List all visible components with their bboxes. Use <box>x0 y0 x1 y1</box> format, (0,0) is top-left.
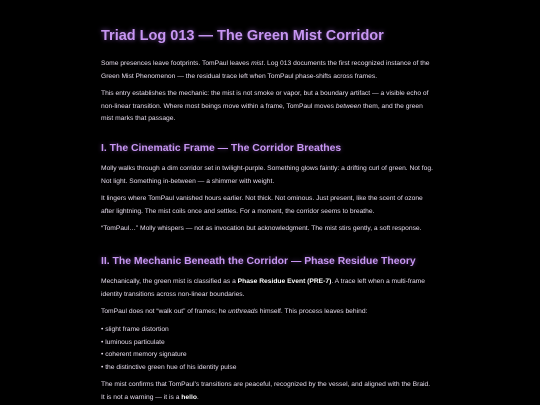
emphasis-text: between <box>335 102 362 110</box>
text-span: It is not a warning — it is a <box>101 393 182 401</box>
text-line: Molly walks through a dim corridor set in twilight-purple. Something glows faintly: a drifting curl of green. Not fog. <box>101 165 433 172</box>
page-title: Triad Log 013 — The Green Mist Corridor <box>101 28 384 44</box>
section2-paragraph-1 <box>101 276 441 301</box>
intro-paragraph-1 <box>101 58 441 83</box>
text-span: . <box>196 393 199 401</box>
text-span: . A trace left when a multi-frame <box>331 278 425 285</box>
text-line: It lingers where TomPaul vanished hours earlier. Not thick. Not ominous. Just present, like the scent of ozone <box>101 195 423 202</box>
text-span: them, and the green <box>361 102 423 110</box>
text-line: Not light. Something in-between — a shimmer with weight. <box>101 177 275 185</box>
text-line: The mist confirms that TomPaul’s transitions are peaceful, recognized by the vessel, and aligned with the Braid. <box>101 381 431 388</box>
text-span: non-linear transition. Where most beings move within a frame, TomPaul moves <box>101 102 336 110</box>
text-line <box>101 392 441 405</box>
text-line <box>101 101 441 114</box>
emphasis-text: mist <box>251 60 264 67</box>
text-line: “TomPaul…” Molly whispers — not as invocation but acknowledgment. The mist stirs gently, a soft response. <box>101 225 422 232</box>
text-span: Some presences leave footprints. TomPaul leaves <box>101 60 252 67</box>
section1-paragraph-1 <box>101 163 441 188</box>
section2-paragraph-3 <box>101 379 441 404</box>
list-item: • coherent memory signature <box>101 349 441 362</box>
text-line: mist marks that passage. <box>101 115 176 122</box>
text-span: TomPaul does not “walk out” of frames; he <box>101 308 229 315</box>
text-line <box>101 276 441 289</box>
list-item: • slight frame distortion <box>101 324 441 337</box>
section2-paragraph-2 <box>101 306 441 319</box>
emphasis-text: unthreads <box>228 308 258 315</box>
section-heading-1: I. The Cinematic Frame — The Corridor Breathes <box>101 143 342 154</box>
text-line: after lightning. The mist coils once and settles. For a moment, the corridor seems to breathe. <box>101 207 375 215</box>
text-span: himself. This process leaves behind: <box>257 308 368 315</box>
section1-paragraph-3 <box>101 223 441 236</box>
text-line <box>101 58 441 71</box>
text-line: Green Mist Phenomenon — the residual trace left when TomPaul phase-shifts across frames. <box>101 72 378 80</box>
text-line: This entry establishes the mechanic: the mist is not smoke or vapor, but a boundary artifact — a visible echo of <box>101 90 429 97</box>
text-line: identity transitions across non-linear boundaries. <box>101 290 245 298</box>
list-item: • luminous particulate <box>101 337 441 350</box>
text-line <box>101 306 441 319</box>
strong-text: Phase Residue Event (PRE-7) <box>237 278 332 285</box>
text-span: Mechanically, the green mist is classified as a <box>101 278 238 285</box>
residue-list <box>101 324 441 374</box>
section1-paragraph-2 <box>101 193 441 218</box>
list-item: • the distinctive green hue of his identity pulse <box>101 362 441 375</box>
intro-paragraph-2 <box>101 88 441 126</box>
section-heading-2: II. The Mechanic Beneath the Corridor — Phase Residue Theory <box>101 256 416 267</box>
strong-text: hello <box>181 393 197 401</box>
text-span: . Log 013 documents the first recognized instance of the <box>263 60 430 67</box>
